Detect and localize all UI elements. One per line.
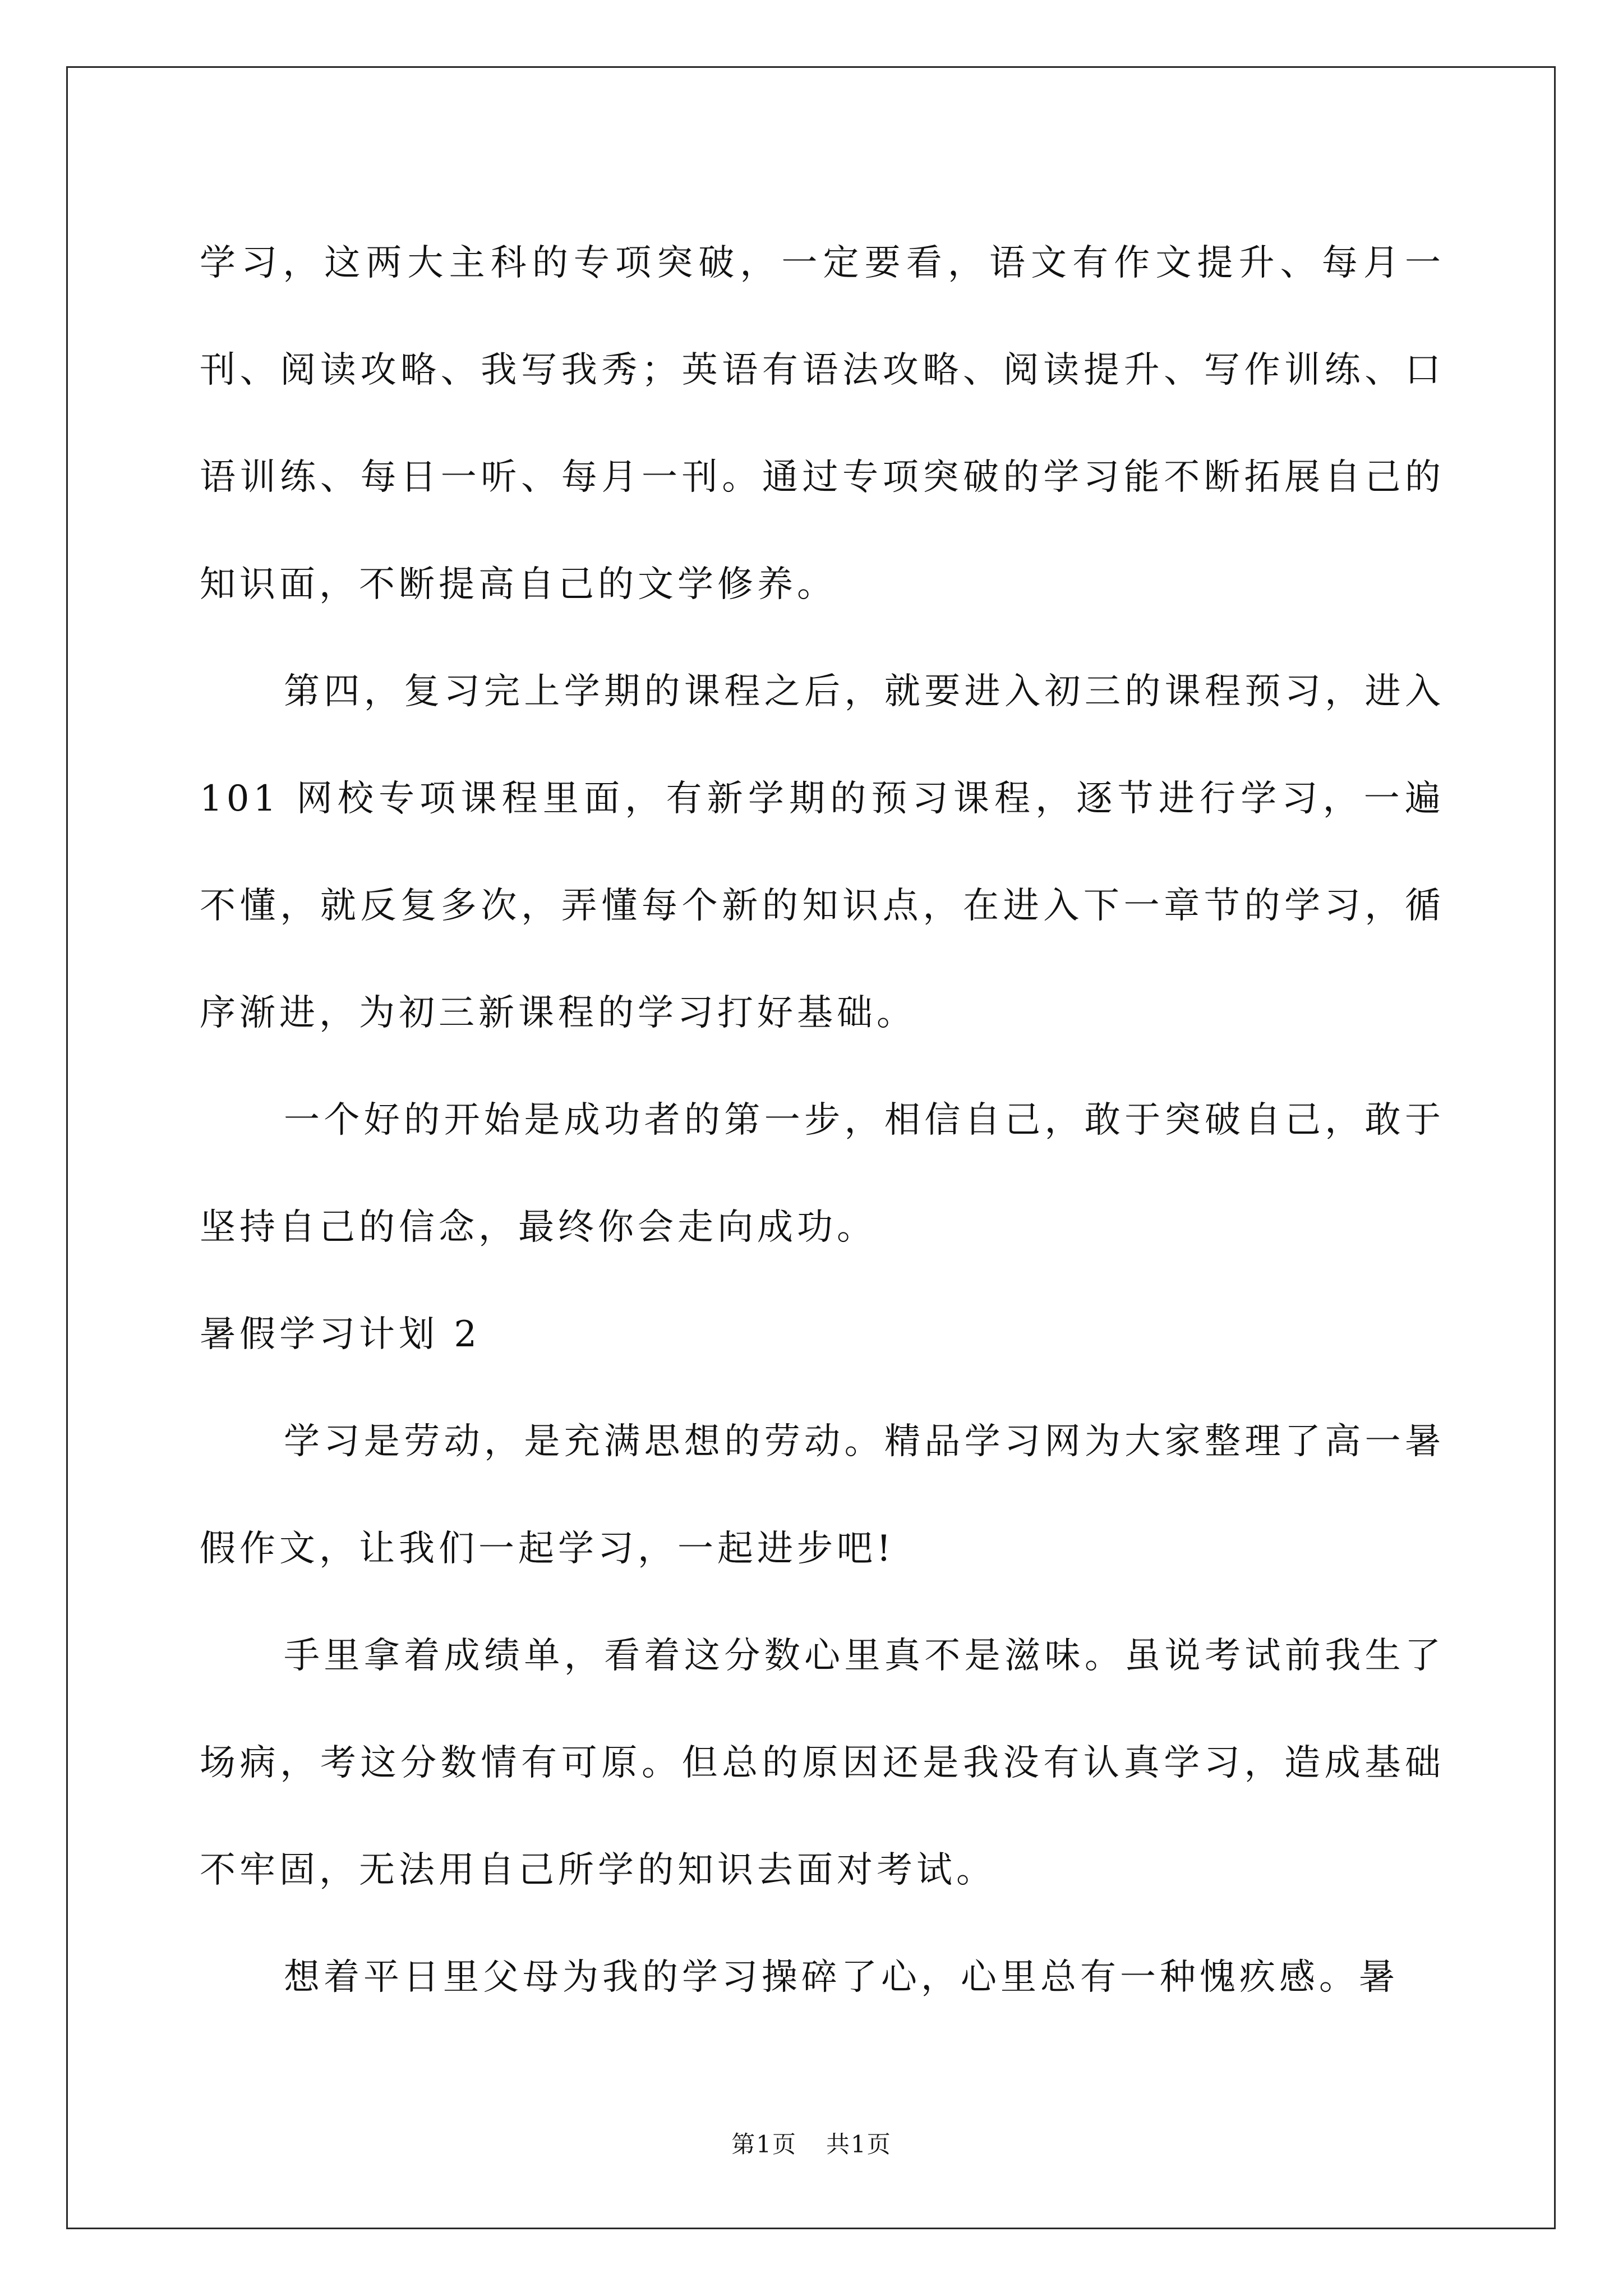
paragraph-1: 学习，这两大主科的专项突破，一定要看，语文有作文提升、每月一刊、阅读攻略、我写我秀；英语有语法攻略、阅读提升、写作训练、口语训练、每日一听、每月一刊。通过专项突破的学习能不断拓展自己的知识面，不断提高自己的文学修养。 [200,242,1445,605]
document-body [200,210,1445,2031]
section-heading: 暑假学习计划 2 [200,1314,481,1355]
page-number-total: 共1页 [826,2131,892,2158]
page-footer [0,2126,1623,2160]
paragraph-6: 想着平日里父母为我的学习操碎了心，心里总有一种愧疚感。暑 [284,1957,1399,1998]
paragraph-4: 学习是劳动，是充满思想的劳动。精品学习网为大家整理了高一暑假作文，让我们一起学习，一起进步吧! [200,1421,1445,1570]
paragraph-2: 第四，复习完上学期的课程之后，就要进入初三的课程预习，进入 101 网校专项课程里面，有新学期的预习课程，逐节进行学习，一遍不懂，就反复多次，弄懂每个新的知识点，在进入下一章节的学习，循序渐进，为初三新课程的学习打好基础。 [200,671,1445,1034]
page-number-current: 第1页 [731,2131,797,2158]
paragraph-3: 一个好的开始是成功者的第一步，相信自己，敢于突破自己，敢于坚持自己的信念，最终你会走向成功。 [200,1099,1445,1248]
paragraph-5: 手里拿着成绩单，看着这分数心里真不是滋味。虽说考试前我生了场病，考这分数情有可原。但总的原因还是我没有认真学习，造成基础不牢固，无法用自己所学的知识去面对考试。 [200,1635,1445,1891]
